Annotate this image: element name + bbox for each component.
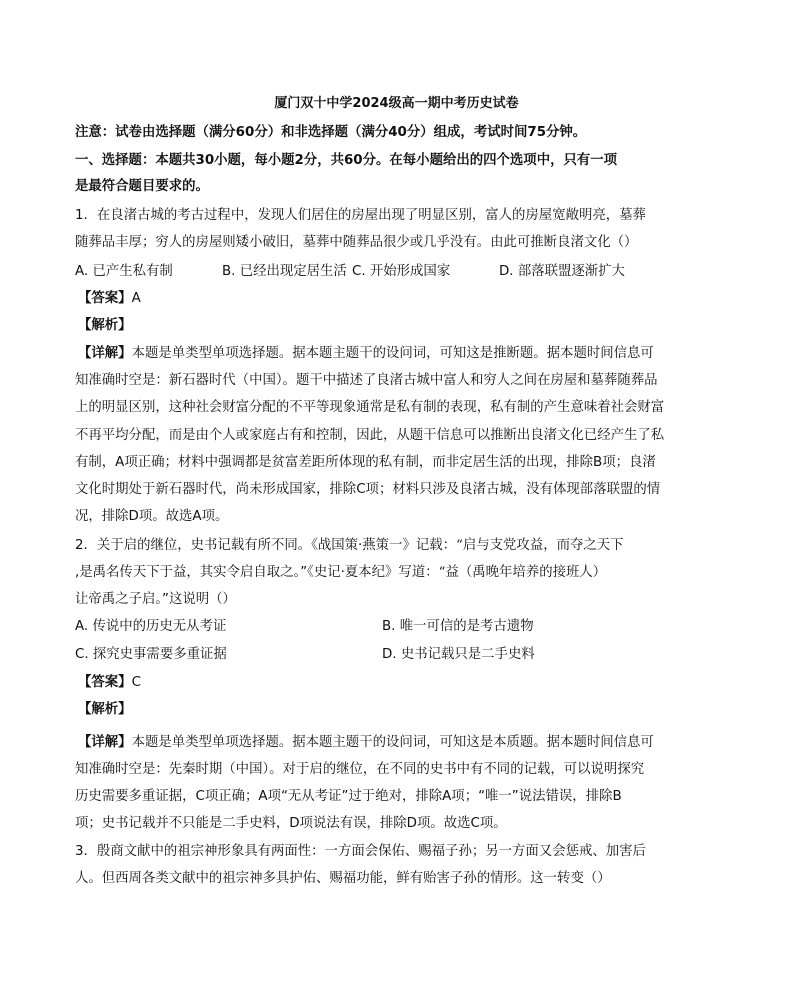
q2-detail-line-4: 项；史书记载并不只能是二手史料，D项说法有误，排除D项。故选C项。 [75,816,507,831]
q1-answer-value: A [131,291,141,306]
q2-detail-line-2: 知准确时空是：先秦时期（中国）。对于启的继位，在不同的史书中有不同的记载，可以说明探究 [75,762,645,777]
q1-detail-line-6: 文化时期处于新石器时代，尚未形成国家，排除C项；材料只涉及良渚古城，没有体现部落联盟的情 [75,482,661,497]
q2-stem-line-3: 让帝禹之子启。”这说明（） [75,592,236,607]
q2-stem-line-1 [75,536,715,556]
q1-detail-line-1 [78,344,718,364]
q2-answer-value: C [131,675,141,690]
q2-stem-line-2 [75,563,715,583]
q1-option-a: A. 已产生私有制 [75,264,173,279]
q2-option-b: B. 唯一可信的是考古遗物 [382,619,534,634]
q2-detail-line-3: 历史需要多重证据，C项正确；A项“无从考证”过于绝对，排除A项；“唯一”说法错误，排除B [75,789,622,804]
q1-detail-line-7: 况，排除D项。故选A项。 [75,509,229,524]
q1-detail-line-2: 知准确时空是：新石器时代（中国）。题干中描述了良渚古城中富人和穷人之间在房屋和墓葬随葬品 [75,373,658,388]
q1-stem-line-1: 1．在良渚古城的考古过程中，发现人们居住的房屋出现了明显区别，富人的房屋宽敞明亮，墓葬 [75,208,646,223]
q1-detail-line-5: 有制，A项正确；材料中强调都是贫富差距所体现的私有制，而非定居生活的出现，排除B项；良渚 [75,455,656,470]
q2-analysis-label: 【解析】 [78,702,132,717]
q1-stem-line-2: 随葬品丰厚；穷人的房屋则矮小破旧，墓葬中随葬品很少或几乎没有。由此可推断良渚文化（） [75,235,638,250]
q1-detail-text-1: 本题是单类型单项选择题。据本题主题干的设问词，可知这是推断题。据本题时间信息可 [131,346,654,361]
q2-quote-1: “启与支党攻益，而夺之天下 [456,538,624,553]
q2-detail-line-1 [78,733,718,753]
q2-option-d: D. 史书记载只是二手史料 [382,647,535,662]
q1-detail-label: 【详解】 [78,346,132,361]
q1-option-d: D. 部落联盟逐渐扩大 [499,264,625,279]
exam-notice: 注意：试卷由选择题（满分60分）和非选择题（满分40分）组成，考试时间75分钟。 [75,125,587,140]
q1-detail-line-3: 上的明显区别，这种社会财富分配的不平等现象通常是私有制的表现，私有制的产生意味着社会财富 [75,400,665,415]
q2-answer [78,673,718,693]
q2-quote-2: “益（禹晚年培养的接班人） [438,565,607,580]
q3-stem-line-2: 人。但西周各类文献中的祖宗神多具护佑、赐福功能，鲜有贻害子孙的情形。这一转变（） [75,871,611,886]
q2-option-c: C. 探究史事需要多重证据 [75,647,227,662]
q1-option-b: B. 已经出现定居生活 [222,264,347,279]
q1-answer-label: 【答案】 [78,291,132,306]
q1-answer [78,289,718,309]
q2-answer-label: 【答案】 [78,675,132,690]
section-heading-line-2: 是最符合题目要求的。 [75,179,209,194]
q1-analysis-label: 【解析】 [78,318,132,333]
q2-stem-text-a: 2．关于启的继位，史书记载有所不同。《战国策·燕策一》记载： [75,538,457,553]
exam-title: 厦门双十中学2024级高一期中考历史试卷 [274,96,519,111]
section-heading-line-1: 一、选择题：本题共30小题，每小题2分，共60分。在每小题给出的四个选项中，只有一项 [75,153,618,168]
q3-stem-line-1: 3．殷商文献中的祖宗神形象具有两面性：一方面会保佑、赐福子孙；另一方面又会惩戒、加害后 [75,844,646,859]
q1-option-c: C. 开始形成国家 [352,264,451,279]
q2-detail-text-1: 本题是单类型单项选择题。据本题主题干的设问词，可知这是本质题。据本题时间信息可 [131,735,654,750]
q1-detail-line-4: 不再平均分配，而是由个人或家庭占有和控制，因此，从题干信息可以推断出良渚文化已经产生了私 [75,428,665,443]
q2-stem-text-b: ,是禹名传天下于益，其实令启自取之。”《史记·夏本纪》写道： [75,565,439,580]
q2-option-a: A. 传说中的历史无从考证 [75,619,227,634]
q2-detail-label: 【详解】 [78,735,132,750]
